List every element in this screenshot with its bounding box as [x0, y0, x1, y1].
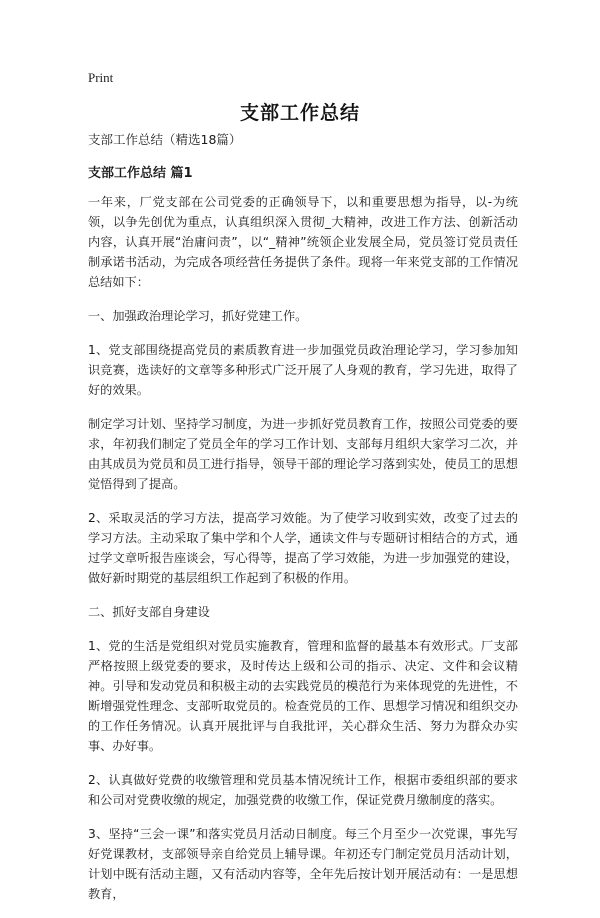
- paragraph-heading-2: 二、抓好支部自身建设: [88, 605, 210, 619]
- paragraph-2-3: 3、坚持“三会一课”和落实党员月活动日制度。每三个月至少一次党课，事先写好党课教材，支部领导亲自给党员上辅导课。年初还专门制定党员月活动计划，计划中既有活动主题，又有活动内容等，全年先后按计划开展活动有：一是思想教育，: [88, 827, 518, 901]
- paragraph-2-2: 2、认真做好党费的收缴管理和党员基本情况统计工作，根据市委组织部的要求和公司对党费收缴的规定，加强党费的收缴工作，保证党费月缴制度的落实。: [88, 773, 518, 807]
- section-heading: 支部工作总结 篇1: [88, 166, 193, 181]
- document-title: 支部工作总结: [239, 102, 360, 124]
- document-body: [88, 130, 518, 918]
- paragraph-intro: 一年来，厂党支部在公司党委的正确领导下，以和重要思想为指导，以-为统领，以争先创优为重点，认真组织深入贯彻_大精神，改进工作方法、创新活动内容，认真开展“治庸问责”，以“_精神”统领企业发展全局，党员签订党员责任制承诺书活动，为完成各项经营任务提供了条件。现将一年来党支部的工作情况总结如下：: [88, 195, 518, 289]
- paragraph-1-1: 1、党支部围绕提高党员的素质教育进一步加强党员政治理论学习，学习参加知识竞赛，选读好的文章等多种形式广泛开展了人身观的教育，学习先进，取得了好的效果。: [88, 343, 518, 397]
- paragraph-2-1: 1、党的生活是党组织对党员实施教育，管理和监督的最基本有效形式。厂支部严格按照上级党委的要求，及时传达上级和公司的指示、决定、文件和会议精神。引导和发动党员和积极主动的去实践党员的模范行为来体现党的先进性，不断增强党性理念、支部听取党员的。检查党员的工作、思想学习情况和组织交办的工作任务情况。认真开展批评与自我批评，关心群众生活、努力为群众办实事、办好事。: [88, 639, 518, 753]
- print-link[interactable]: Print: [88, 70, 114, 85]
- paragraph-1-2: 2、采取灵活的学习方法，提高学习效能。为了使学习收到实效，改变了过去的学习方法。主动采取了集中学和个人学，通读文件与专题研讨相结合的方式，通过学文章听报告座谈会，写心得等，提高了学习效能，为进一步加强党的建设，做好新时期党的基层组织工作起到了积极的作用。: [88, 511, 518, 585]
- document-subtitle: 支部工作总结（精选18篇）: [88, 132, 242, 147]
- paragraph-study-plan: 制定学习计划、坚持学习制度，为进一步抓好党员教育工作，按照公司党委的要求，年初我们制定了党员全年的学习工作计划、支部每月组织大家学习二次，并由其成员为党员和员工进行指导，领导干部的理论学习落到实处，使员工的思想觉悟得到了提高。: [88, 417, 518, 491]
- paragraph-heading-1: 一、加强政治理论学习，抓好党建工作。: [88, 309, 308, 323]
